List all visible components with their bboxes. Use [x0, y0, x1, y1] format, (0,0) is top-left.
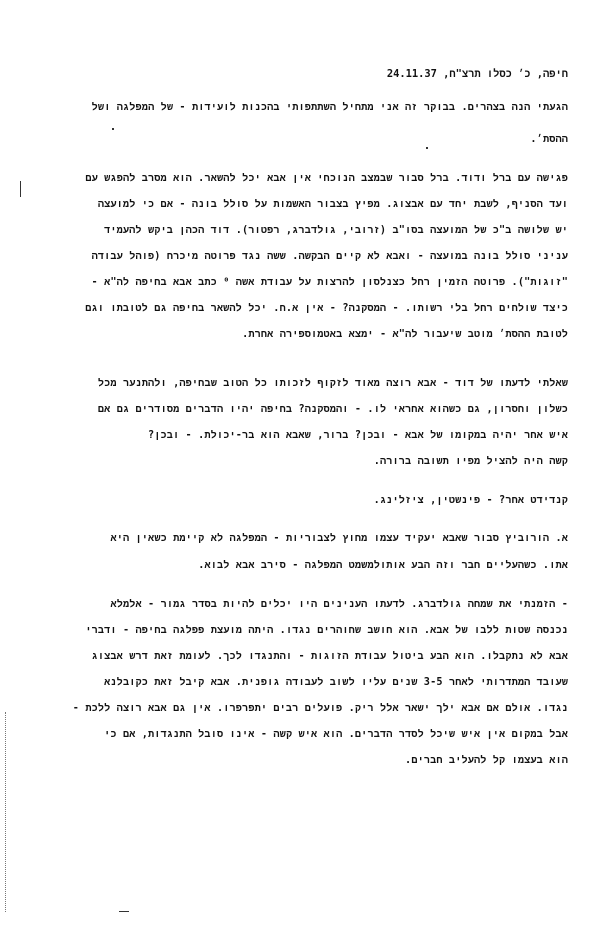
speck-mark: [112, 128, 114, 130]
text-line: כשלון וחסרון, גם כשהוא אחראי לו. - והמסקנה? בחיפה יהיו הדברים מסודרים גם אם: [97, 404, 568, 415]
text-line: נכנסה שטות ללבו של אבא. הוא חושב שחוהרים נגדו. היתה מועצת פפלגה בחיפה - ודברי: [85, 625, 568, 636]
text-line: שאלתי לדעתו של דוד - אבא רוצה מאוד לזקוף לזכותו כל הטוב שבחיפה, ולהתנער מכל: [97, 378, 568, 389]
margin-mark: [20, 181, 21, 197]
text-line: הוא בעצמו קל להעליב חברים.: [405, 755, 568, 766]
text-line: אתו. כשהעליים חבר וזה הבע אותולמשמט המפלגה - סירב אבא לבוא.: [198, 560, 568, 571]
text-line: - הזמנתי את שמחה גולדברג. לדעתו הענינים היו יכלים להיות בסדר גמור - אלמלא: [110, 599, 568, 610]
text-line: "זוגות"). פרוטה הזמין רחל כצנלסון להרצות על עבודת אשה ⁰ כתב אבא בחיפה לה"א -: [91, 277, 568, 288]
text-line: פגישה עם ברל ודוד. ברל סבור שבמצב הנוכחי אין אבא יכל להשאר. הוא מסרב להפגש עם: [85, 173, 568, 184]
text-line: הגעתי הנה בצהרים. בבוקר זה אני מתחיל השתתפותי בהכנות לועידות - של המפלגה ושל: [91, 102, 568, 113]
text-line: אבל במקום אין איש שיכל לסדר הדברים. הוא איש קשה - אינו סובל התנגדות, אם כי: [104, 729, 568, 740]
date-line: חיפה, כ׳ כסלו תרצ"ח, 24.11.37: [386, 68, 568, 80]
text-line: כיצד שולחים רחל בלי רשותו. - המסקנה? - אין א.ח. יכל להשאר בחיפה גם לטובתו וגם: [85, 303, 568, 314]
text-line: נגדו. אולם אם אבא ילך ישאר אלל ריק. פועלים רבים יתפרפרו. אין גם אבא רוצה ללכת -: [72, 703, 568, 714]
text-line: א. הורוביץ סבור שאבא יעקיד עצמו מחוץ לצבוריות - המפלגה לא קיימת כשאין היא: [110, 533, 568, 544]
text-line: יש שלושה ב"כ של המועצה בסו"ב (זרובי, גולדברג, רפטור). דוד הכהן ביקש להעמיד: [104, 225, 568, 236]
dash-mark: [119, 911, 129, 912]
speck-mark: [426, 147, 428, 149]
text-line: קשה היה להציל מפיו תשובה ברורה.: [373, 456, 568, 467]
text-line: איש אחר יהיה במקומו של אבא - ובכן? ברור, שאבא הוא בר-יכולת. - ובכן?: [147, 430, 568, 441]
text-line: אבא לא נתקבלו. הוא הבע ביטול עבודת הזוגות - והתנגדו לכך. לעומת זאת דרש אבצוג: [91, 651, 568, 662]
binding-edge: [5, 712, 7, 912]
text-line: שעובד המתדרותי לאחר 3-5 שנים עליו לשוב לעבודה גופנית. אבא קיבל זאת כקובלנא: [104, 677, 568, 688]
text-line: קנדידט אחר? - פינשטין, ציזלינג.: [373, 495, 568, 506]
text-line: ועד הסניף, לשבת יחד עם אבצוג. מפיץ בצבור האשמות על סולל בונה - אם כי למועצה: [97, 199, 568, 210]
text-line: לטובת ההסת׳ מוטב שיעבור לה"א - ימצא באטמוספירה אחרת.: [242, 329, 568, 340]
text-line: עניני סולל בונה במועצה - ואבא לא קיים הבקשה. ששה נגד פרוטה מיכרח (פוהל עבודה: [91, 251, 568, 262]
text-line: ההסת׳.: [530, 134, 568, 145]
